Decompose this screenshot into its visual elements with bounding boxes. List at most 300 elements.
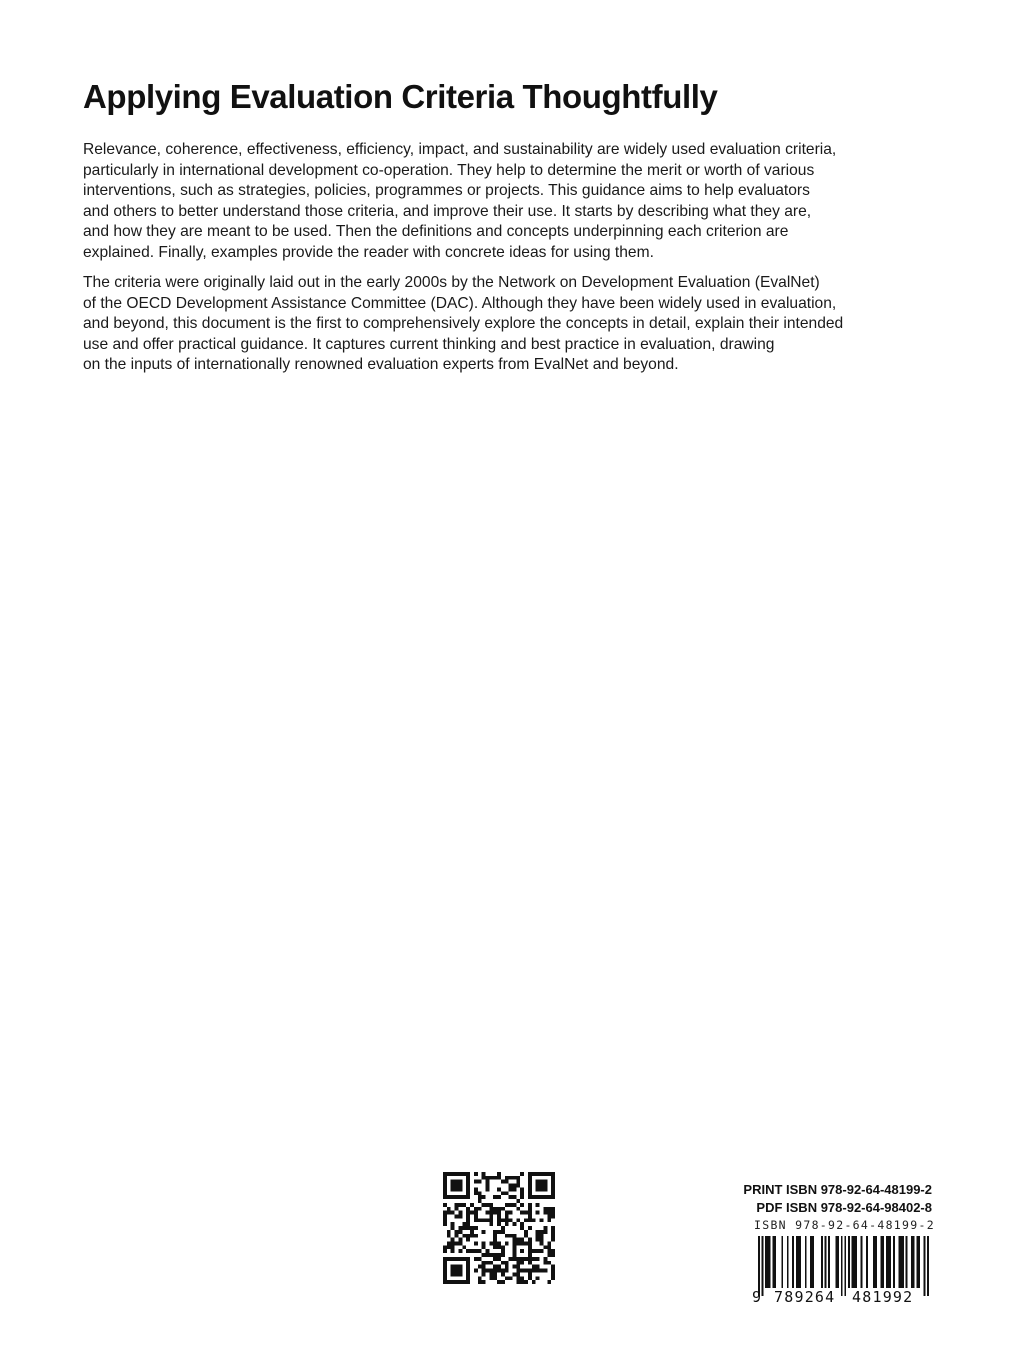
qr-module xyxy=(462,1280,466,1284)
page-title: Applying Evaluation Criteria Thoughtfully xyxy=(83,78,718,115)
paragraph-line: and beyond, this document is the first to comprehensively explore the concepts in detail, explain their intended xyxy=(83,315,844,333)
qr-module xyxy=(466,1261,470,1265)
qr-module xyxy=(528,1180,532,1184)
qr-module xyxy=(493,1257,497,1261)
qr-module xyxy=(528,1238,532,1242)
qr-module xyxy=(466,1218,470,1222)
barcode-bar xyxy=(848,1236,850,1288)
qr-module xyxy=(528,1172,532,1176)
qr-module xyxy=(516,1238,520,1242)
qr-module xyxy=(540,1234,544,1238)
qr-module xyxy=(520,1211,524,1215)
qr-module xyxy=(489,1272,493,1276)
qr-module xyxy=(455,1203,459,1207)
print-isbn: PRINT ISBN 978-92-64-48199-2 xyxy=(743,1182,932,1197)
qr-module xyxy=(443,1218,447,1222)
barcode-bar xyxy=(888,1236,890,1288)
qr-module xyxy=(520,1269,524,1273)
qr-module xyxy=(466,1211,470,1215)
qr-module xyxy=(482,1176,486,1180)
barcode-bar xyxy=(889,1236,891,1288)
qr-module xyxy=(474,1207,478,1211)
barcode-bar xyxy=(911,1236,913,1288)
qr-module xyxy=(528,1276,532,1280)
qr-module xyxy=(551,1226,555,1230)
qr-module xyxy=(528,1176,532,1180)
qr-module xyxy=(505,1265,509,1269)
barcode-digits-right: 481992 xyxy=(852,1288,914,1304)
qr-module xyxy=(443,1214,447,1218)
barcode-bar xyxy=(769,1236,771,1288)
qr-module xyxy=(528,1211,532,1215)
qr-module xyxy=(536,1257,540,1261)
qr-module xyxy=(536,1230,540,1234)
qr-module xyxy=(489,1207,493,1211)
qr-module xyxy=(536,1234,540,1238)
pdf-isbn: PDF ISBN 978-92-64-98402-8 xyxy=(756,1200,932,1215)
barcode-bar xyxy=(853,1236,855,1288)
qr-module xyxy=(451,1280,455,1284)
barcode-bar xyxy=(924,1236,926,1296)
qr-module xyxy=(489,1203,493,1207)
qr-module xyxy=(466,1226,470,1230)
qr-module xyxy=(547,1172,551,1176)
qr-module xyxy=(489,1276,493,1280)
qr-module xyxy=(501,1218,505,1222)
qr-module xyxy=(536,1195,540,1199)
qr-module xyxy=(516,1218,520,1222)
qr-module xyxy=(443,1257,447,1261)
qr-module xyxy=(451,1242,455,1246)
qr-module xyxy=(462,1245,466,1249)
qr-module xyxy=(462,1195,466,1199)
qr-module xyxy=(458,1195,462,1199)
qr-module xyxy=(551,1207,555,1211)
qr-module xyxy=(501,1269,505,1273)
qr-module xyxy=(540,1238,544,1242)
qr-module xyxy=(489,1253,493,1257)
qr-module xyxy=(458,1238,462,1242)
qr-module xyxy=(497,1211,501,1215)
qr-module xyxy=(528,1269,532,1273)
qr-module xyxy=(536,1276,540,1280)
qr-module xyxy=(478,1218,482,1222)
qr-module xyxy=(551,1187,555,1191)
qr-module xyxy=(551,1249,555,1253)
barcode-bar xyxy=(812,1236,814,1288)
barcode-bar xyxy=(825,1236,827,1288)
qr-module xyxy=(447,1245,451,1249)
paragraph-line: use and offer practical guidance. It captures current thinking and best practice in evaluation, drawing xyxy=(83,335,775,353)
qr-module xyxy=(470,1249,474,1253)
qr-module xyxy=(497,1187,501,1191)
qr-module xyxy=(532,1257,536,1261)
barcode-bar xyxy=(893,1236,895,1288)
qr-module xyxy=(482,1245,486,1249)
barcode-bar xyxy=(835,1236,837,1288)
qr-module xyxy=(451,1272,455,1276)
qr-module xyxy=(485,1253,489,1257)
qr-module xyxy=(536,1269,540,1273)
qr-module xyxy=(443,1195,447,1199)
qr-module xyxy=(520,1276,524,1280)
qr-module xyxy=(513,1222,517,1226)
qr-module xyxy=(520,1226,524,1230)
qr-module xyxy=(493,1234,497,1238)
qr-module xyxy=(516,1265,520,1269)
qr-module xyxy=(493,1238,497,1242)
qr-module xyxy=(532,1249,536,1253)
qr-module xyxy=(528,1253,532,1257)
qr-module xyxy=(540,1172,544,1176)
qr-module xyxy=(458,1211,462,1215)
qr-module xyxy=(543,1269,547,1273)
qr-module xyxy=(458,1257,462,1261)
barcode-bar xyxy=(875,1236,877,1288)
qr-module xyxy=(543,1184,547,1188)
barcode-bar xyxy=(906,1236,908,1288)
qr-module xyxy=(458,1214,462,1218)
qr-module xyxy=(485,1269,489,1273)
qr-module xyxy=(474,1226,478,1230)
qr-module xyxy=(551,1176,555,1180)
qr-module xyxy=(551,1172,555,1176)
qr-module xyxy=(482,1242,486,1246)
qr-module xyxy=(551,1230,555,1234)
qr-module xyxy=(485,1211,489,1215)
qr-module xyxy=(474,1214,478,1218)
qr-module xyxy=(455,1230,459,1234)
qr-module xyxy=(485,1218,489,1222)
qr-module xyxy=(516,1261,520,1265)
qr-module xyxy=(501,1245,505,1249)
qr-module xyxy=(543,1226,547,1230)
qr-module xyxy=(520,1249,524,1253)
qr-module xyxy=(482,1230,486,1234)
barcode-bar xyxy=(886,1236,888,1288)
qr-module xyxy=(466,1265,470,1269)
qr-module xyxy=(470,1203,474,1207)
qr-module xyxy=(478,1180,482,1184)
qr-module xyxy=(497,1230,501,1234)
qr-module xyxy=(516,1257,520,1261)
qr-module xyxy=(443,1276,447,1280)
qr-module xyxy=(443,1272,447,1276)
qr-module xyxy=(443,1261,447,1265)
qr-module xyxy=(501,1261,505,1265)
qr-module xyxy=(505,1180,509,1184)
qr-module xyxy=(474,1242,478,1246)
qr-module xyxy=(474,1249,478,1253)
qr-module xyxy=(466,1195,470,1199)
qr-module xyxy=(447,1211,451,1215)
qr-module xyxy=(520,1257,524,1261)
qr-module xyxy=(532,1195,536,1199)
qr-module xyxy=(443,1180,447,1184)
barcode-bar xyxy=(762,1236,764,1296)
qr-module xyxy=(455,1172,459,1176)
qr-module xyxy=(528,1249,532,1253)
qr-module xyxy=(547,1242,551,1246)
qr-module xyxy=(543,1187,547,1191)
qr-module xyxy=(516,1269,520,1273)
qr-module xyxy=(466,1172,470,1176)
qr-module xyxy=(497,1280,501,1284)
qr-module xyxy=(520,1203,524,1207)
qr-module xyxy=(458,1269,462,1273)
qr-module xyxy=(497,1218,501,1222)
qr-module xyxy=(458,1184,462,1188)
qr-module xyxy=(466,1176,470,1180)
qr-module xyxy=(509,1234,513,1238)
qr-module xyxy=(455,1180,459,1184)
barcode-bar xyxy=(765,1236,767,1288)
qr-module xyxy=(505,1214,509,1218)
qr-module xyxy=(493,1253,497,1257)
qr-module xyxy=(536,1172,540,1176)
qr-module xyxy=(478,1249,482,1253)
barcode-bar xyxy=(758,1236,760,1296)
qr-module xyxy=(524,1269,528,1273)
qr-module xyxy=(451,1238,455,1242)
qr-module xyxy=(505,1211,509,1215)
qr-module xyxy=(489,1176,493,1180)
qr-module xyxy=(520,1191,524,1195)
qr-module xyxy=(540,1180,544,1184)
qr-module xyxy=(528,1245,532,1249)
qr-module xyxy=(482,1272,486,1276)
qr-module xyxy=(536,1184,540,1188)
qr-module xyxy=(547,1280,551,1284)
qr-module xyxy=(551,1253,555,1257)
qr-module xyxy=(466,1191,470,1195)
qr-module xyxy=(485,1184,489,1188)
barcode-bar xyxy=(792,1236,794,1288)
barcode-bar xyxy=(821,1236,823,1288)
barcode-bar xyxy=(841,1236,843,1296)
qr-module xyxy=(536,1203,540,1207)
qr-module xyxy=(493,1242,497,1246)
qr-module xyxy=(505,1218,509,1222)
qr-module xyxy=(520,1280,524,1284)
qr-module xyxy=(482,1218,486,1222)
qr-code-icon[interactable] xyxy=(443,1172,555,1284)
qr-module xyxy=(505,1276,509,1280)
qr-module xyxy=(451,1184,455,1188)
qr-module xyxy=(501,1253,505,1257)
qr-module xyxy=(543,1207,547,1211)
qr-module xyxy=(470,1211,474,1215)
qr-module xyxy=(509,1187,513,1191)
qr-module xyxy=(462,1234,466,1238)
isbn-info xyxy=(743,1181,932,1217)
qr-module xyxy=(497,1245,501,1249)
qr-module xyxy=(497,1265,501,1269)
qr-module xyxy=(451,1265,455,1269)
paragraph-line: interventions, such as strategies, policies, programmes or projects. This guidance aims to help evaluators xyxy=(83,182,810,200)
qr-module xyxy=(478,1276,482,1280)
barcode-bar xyxy=(772,1236,774,1288)
qr-module xyxy=(540,1187,544,1191)
qr-module xyxy=(516,1176,520,1180)
qr-module xyxy=(540,1230,544,1234)
qr-module xyxy=(528,1257,532,1261)
qr-module xyxy=(451,1226,455,1230)
qr-module xyxy=(489,1218,493,1222)
qr-module xyxy=(482,1203,486,1207)
qr-module xyxy=(528,1261,532,1265)
barcode-icon xyxy=(748,1218,935,1304)
qr-module xyxy=(524,1234,528,1238)
barcode-bar xyxy=(852,1236,854,1288)
paragraph-line: particularly in international development co-operation. They help to determine the merit or worth of various xyxy=(83,161,815,179)
qr-module xyxy=(547,1249,551,1253)
qr-module xyxy=(516,1184,520,1188)
qr-module xyxy=(470,1226,474,1230)
qr-module xyxy=(493,1230,497,1234)
qr-module xyxy=(513,1176,517,1180)
qr-module xyxy=(497,1253,501,1257)
paragraph-line: Relevance, coherence, effectiveness, efficiency, impact, and sustainability are widely used evaluation criteria, xyxy=(83,141,837,158)
qr-module xyxy=(501,1180,505,1184)
qr-module xyxy=(547,1195,551,1199)
qr-module xyxy=(482,1253,486,1257)
qr-module xyxy=(455,1187,459,1191)
qr-module xyxy=(458,1203,462,1207)
qr-module xyxy=(532,1218,536,1222)
qr-module xyxy=(443,1191,447,1195)
qr-module xyxy=(497,1172,501,1176)
barcode-bar xyxy=(828,1236,830,1288)
qr-module xyxy=(501,1230,505,1234)
qr-module xyxy=(493,1211,497,1215)
barcode-bar xyxy=(898,1236,900,1288)
qr-module xyxy=(474,1191,478,1195)
qr-module xyxy=(543,1172,547,1176)
qr-module xyxy=(493,1272,497,1276)
qr-module xyxy=(447,1242,451,1246)
qr-module xyxy=(451,1172,455,1176)
qr-module xyxy=(551,1195,555,1199)
barcode-bar xyxy=(787,1236,789,1288)
qr-module xyxy=(458,1187,462,1191)
qr-module xyxy=(493,1276,497,1280)
barcode-bar xyxy=(873,1236,875,1288)
qr-module xyxy=(447,1172,451,1176)
qr-module xyxy=(524,1280,528,1284)
qr-module xyxy=(489,1214,493,1218)
qr-module xyxy=(536,1187,540,1191)
qr-module xyxy=(485,1261,489,1265)
barcode-bar xyxy=(767,1236,769,1288)
qr-module xyxy=(455,1280,459,1284)
qr-module xyxy=(513,1234,517,1238)
qr-module xyxy=(458,1242,462,1246)
barcode-bar xyxy=(913,1236,915,1288)
qr-module xyxy=(547,1214,551,1218)
qr-module xyxy=(532,1265,536,1269)
qr-module xyxy=(443,1222,447,1226)
qr-module xyxy=(551,1234,555,1238)
qr-module xyxy=(497,1222,501,1226)
qr-module xyxy=(466,1272,470,1276)
qr-module xyxy=(443,1184,447,1188)
qr-module xyxy=(474,1211,478,1215)
barcode-isbn-label: ISBN 978-92-64-48199-2 xyxy=(754,1218,935,1232)
qr-module xyxy=(466,1184,470,1188)
qr-module xyxy=(485,1203,489,1207)
qr-module xyxy=(493,1245,497,1249)
qr-module xyxy=(509,1211,513,1215)
qr-module xyxy=(447,1280,451,1284)
qr-module xyxy=(458,1272,462,1276)
qr-module xyxy=(482,1172,486,1176)
paragraph-line: and how they are meant to be used. Then the definitions and concepts underpinning each criterion are xyxy=(83,223,789,241)
qr-module xyxy=(543,1230,547,1234)
qr-module xyxy=(497,1214,501,1218)
qr-module xyxy=(528,1184,532,1188)
qr-module xyxy=(493,1265,497,1269)
barcode-bar xyxy=(861,1236,863,1288)
qr-module xyxy=(462,1172,466,1176)
qr-module xyxy=(466,1234,470,1238)
qr-module xyxy=(540,1249,544,1253)
qr-module xyxy=(478,1257,482,1261)
qr-module xyxy=(501,1272,505,1276)
paragraph-intro xyxy=(83,140,943,264)
qr-module xyxy=(443,1249,447,1253)
qr-module xyxy=(455,1265,459,1269)
qr-module xyxy=(547,1207,551,1211)
qr-module xyxy=(451,1195,455,1199)
qr-module xyxy=(455,1269,459,1273)
qr-module xyxy=(547,1261,551,1265)
qr-module xyxy=(536,1249,540,1253)
qr-module xyxy=(520,1195,524,1199)
qr-module xyxy=(455,1207,459,1211)
qr-module xyxy=(528,1203,532,1207)
qr-module xyxy=(493,1207,497,1211)
qr-module xyxy=(497,1176,501,1180)
qr-module xyxy=(455,1272,459,1276)
qr-module xyxy=(528,1187,532,1191)
qr-module xyxy=(462,1226,466,1230)
qr-module xyxy=(528,1272,532,1276)
qr-module xyxy=(520,1238,524,1242)
qr-module xyxy=(451,1211,455,1215)
qr-module xyxy=(455,1257,459,1261)
qr-module xyxy=(509,1195,513,1199)
qr-module xyxy=(447,1230,451,1234)
qr-module xyxy=(551,1238,555,1242)
qr-module xyxy=(551,1180,555,1184)
qr-module xyxy=(466,1187,470,1191)
qr-module xyxy=(516,1242,520,1246)
qr-module xyxy=(466,1269,470,1273)
qr-module xyxy=(528,1195,532,1199)
qr-module xyxy=(513,1195,517,1199)
qr-module xyxy=(497,1242,501,1246)
qr-module xyxy=(551,1211,555,1215)
qr-module xyxy=(458,1280,462,1284)
qr-module xyxy=(458,1230,462,1234)
qr-module xyxy=(516,1207,520,1211)
qr-module xyxy=(497,1195,501,1199)
qr-module xyxy=(474,1218,478,1222)
qr-module xyxy=(474,1234,478,1238)
qr-module xyxy=(532,1269,536,1273)
qr-module xyxy=(466,1180,470,1184)
